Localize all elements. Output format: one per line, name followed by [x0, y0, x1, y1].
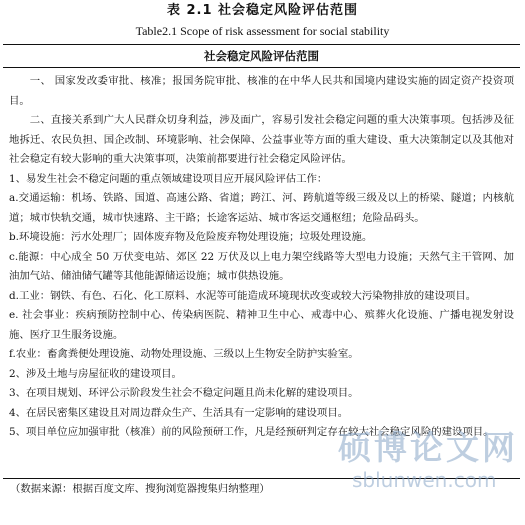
table-row: 1、易发生社会不稳定问题的重点领域建设项目应开展风险评估工作：	[9, 172, 328, 185]
table-caption-english: Table2.1 Scope of risk assessment for social stability	[135, 24, 390, 38]
watermark-url-text: sblunwen.com	[352, 468, 497, 492]
table-row: 2、涉及土地与房屋征收的建设项目。	[9, 367, 182, 380]
table-row: 5、项目单位应加强审批（核准）前的风险预研工作，凡是经预研判定存在较大社会稳定风险的建设项目。	[9, 426, 494, 438]
table-row: 3、在项目规划、环评公示阶段发生社会不稳定问题且尚未化解的建设项目。	[9, 387, 359, 399]
table-row: a.交通运输：机场、铁路、国道、高速公路、省道；跨江、河、跨航道等级三级及以上的桥梁、隧道；内核航道；城市快轨交通，城市快速路、主干路；长途客运站、城市客运交通枢纽；危险品码头。	[9, 192, 514, 224]
table-row: b.环境设施：污水处理厂；固体废弃物及危险废弃物处理设施；垃圾处理设施。	[9, 231, 373, 243]
table-row: e. 社会事业：疾病预防控制中心、传染病医院、精神卫生中心、戒毒中心、殡葬火化设施、广播电视发射设施、医疗卫生服务设施。	[9, 309, 514, 341]
table-row: 4、在居民密集区建设且对周边群众生产、生活具有一定影响的建设项目。	[9, 406, 349, 419]
table-body	[3, 68, 520, 443]
watermark-chinese-text: 硕博论文网	[338, 428, 518, 467]
table-row: 一、 国家发改委审批、核准；报国务院审批、核准的在中华人民共和国境内建设实施的固定资产投资项目。	[9, 75, 514, 107]
risk-scope-table	[3, 44, 520, 479]
table-row: c.能源：中心成全 50 万伏变电站、郊区 22 万伏及以上电力架空线路等大型电力设施；天然气主干管网、加油加气站、储油储气罐等其他能源储运设施；城市供热设施。	[9, 250, 514, 282]
table-caption-chinese: 表 2.1 社会稳定风险评估范围	[166, 3, 359, 18]
table-row: 二、直接关系到广大人民群众切身利益，涉及面广，容易引发社会稳定问题的重大决策事项。包括涉及征地拆迁、农民负担、国企改制、环境影响、社会保障、公益事业等方面的重大建设、重大决策制定以及其他对社会稳定有较大影响的重大决策事项，决策前都要进行社会稳定风险评估。	[9, 114, 514, 165]
table-row: d.工业：钢铁、有色、石化、化工原料、水泥等可能造成环境现状改变或较大污染物排放的建设项目。	[9, 289, 477, 302]
table-row: f.农业：畜禽粪便处理设施、动物处理设施、三级以上生物安全防护实验室。	[9, 348, 359, 360]
table-header: 社会稳定风险评估范围	[3, 45, 520, 68]
source-note: （数据来源：根据百度文库、搜狗浏览器搜集归纳整理）	[10, 483, 270, 495]
